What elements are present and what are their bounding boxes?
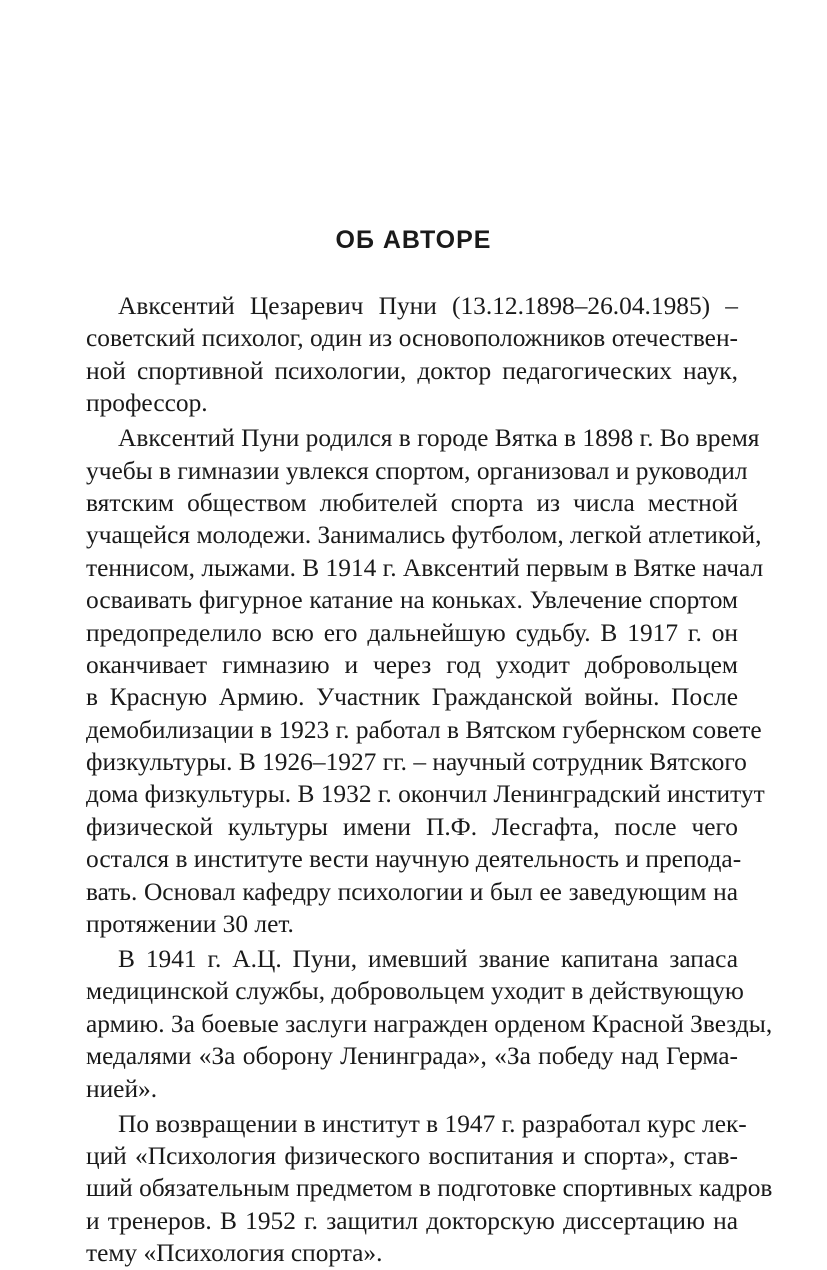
text-line: и тренеров. В 1952 г. защитил докторскую диссертацию на [86, 1206, 738, 1235]
text-line: учебы в гимназии увлекся спортом, организовал и руководил [86, 456, 748, 485]
text-line: физкультуры. В 1926–1927 гг. – научный сотрудник Вятского [86, 748, 747, 777]
text-line: медицинской службы, добровольцем уходит в действующую [86, 977, 744, 1006]
text-line: армию. За боевые заслуги награжден орденом Красной Звезды, [86, 1009, 773, 1038]
text-line: профессор. [86, 389, 208, 418]
text-line: тему «Психология спорта». [86, 1239, 383, 1268]
paragraph [86, 290, 738, 420]
text-line: теннисом, лыжами. В 1914 г. Авксентий первым в Вятке начал [86, 553, 764, 582]
paragraph [86, 943, 773, 1105]
text-line: ций «Психология физического воспитания и спорта», став- [86, 1141, 738, 1170]
text-line: Авксентий Пуни родился в городе Вятка в 1898 г. Во время [118, 424, 760, 453]
text-line: физической культуры имени П.Ф. Лесгафта, после чего [86, 812, 738, 841]
text-line: ной спортивной психологии, доктор педагогических наук, [86, 356, 738, 385]
paragraph [86, 422, 765, 940]
text-line: вятским обществом любителей спорта из числа местной [86, 488, 738, 517]
text-line: ший обязательным предметом в подготовке спортивных кадров [86, 1174, 773, 1203]
text-line: По возвращении в институт в 1947 г. разработал курс лек- [118, 1109, 747, 1138]
article-body [86, 290, 773, 1270]
text-line: нией». [86, 1074, 158, 1103]
text-line: медалями «За оборону Ленинграда», «За победу над Герма- [86, 1042, 738, 1071]
text-line: Авксентий Цезаревич Пуни (13.12.1898–26.04.1985) – [118, 292, 738, 320]
section-title: ОБ АВТОРЕ [335, 226, 492, 254]
text-line: советский психолог, один из основоположников отечествен- [86, 324, 738, 353]
text-line: демобилизации в 1923 г. работал в Вятском губернском совете [86, 715, 762, 744]
text-line: предопределило всю его дальнейшую судьбу. В 1917 г. он [86, 618, 738, 647]
text-line: вать. Основал кафедру психологии и был ее заведующим на [86, 877, 738, 906]
text-line: В 1941 г. А.Ц. Пуни, имевший звание капитана запаса [118, 945, 738, 973]
paragraph [86, 1108, 773, 1270]
text-line: оканчивает гимназию и через год уходит добровольцем [86, 650, 738, 679]
text-line: дома физкультуры. В 1932 г. окончил Ленинградский институт [86, 780, 765, 809]
text-line: в Красную Армию. Участник Гражданской войны. После [86, 683, 738, 712]
text-line: осваивать фигурное катание на коньках. Увлечение спортом [86, 586, 738, 615]
text-line: протяжении 30 лет. [86, 910, 294, 939]
text-line: остался в институте вести научную деятельность и препода- [86, 845, 742, 874]
text-line: учащейся молодежи. Занимались футболом, легкой атлетикой, [86, 521, 762, 550]
